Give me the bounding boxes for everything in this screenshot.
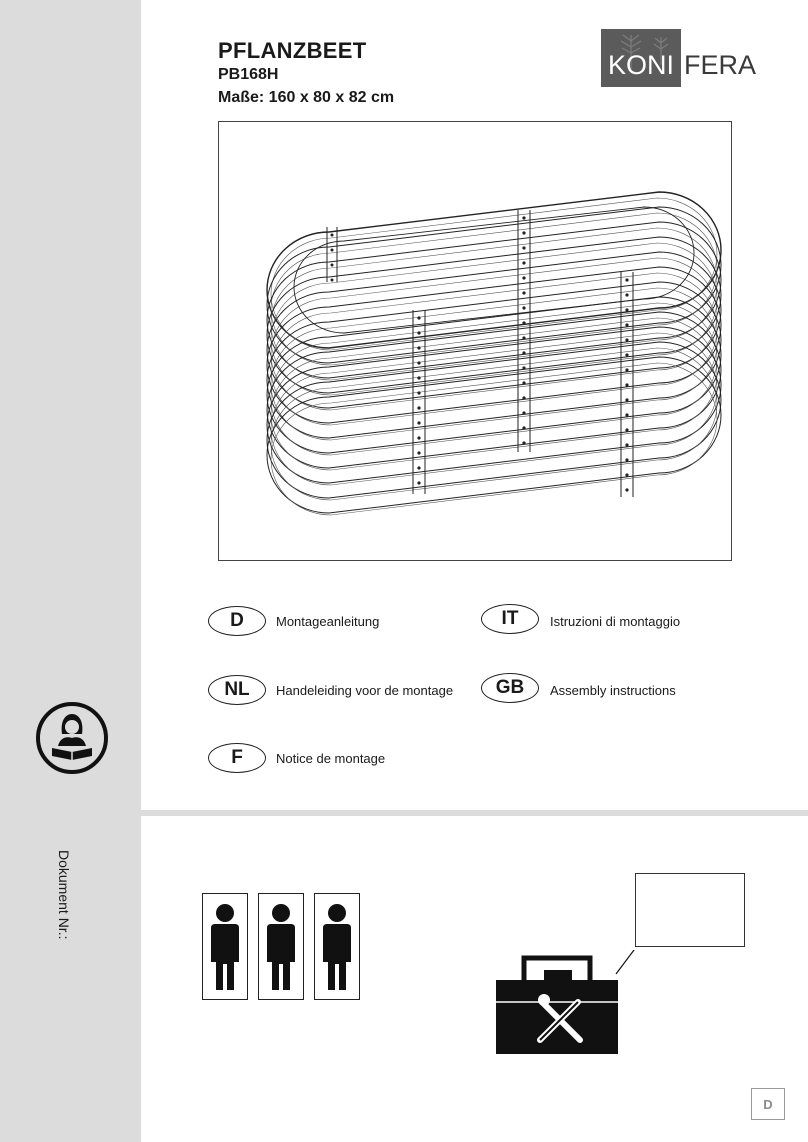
product-title: PFLANZBEET — [218, 38, 367, 63]
lang-label-it: Istruzioni di montaggio — [550, 614, 681, 629]
lang-code-f: F — [208, 743, 266, 773]
lang-label-f: Notice de montage — [276, 751, 386, 766]
product-dimensions: Maße: 160 x 80 x 82 cm — [218, 89, 395, 106]
lang-label-nl: Handeleiding voor de montage — [276, 683, 454, 698]
lang-code-gb: GB — [481, 673, 539, 703]
logo-text-right: FERA — [684, 50, 757, 80]
person-icon — [202, 893, 248, 1000]
lang-code-d: D — [208, 606, 266, 636]
product-model: PB168H — [218, 66, 279, 83]
page-language-badge: D — [751, 1088, 785, 1120]
reader-book-icon — [34, 700, 110, 776]
document-number-label: Dokument Nr.: — [56, 850, 72, 940]
person-icon — [314, 893, 360, 1000]
toolbox-icon — [490, 950, 650, 1065]
lang-code-it: IT — [481, 604, 539, 634]
sidebar-panel-top — [0, 0, 141, 810]
person-icon — [258, 893, 304, 1000]
logo-text-left: KONI — [608, 50, 675, 80]
lang-code-nl: NL — [208, 675, 266, 705]
lang-label-gb: Assembly instructions — [550, 683, 676, 698]
raised-bed-drawing — [219, 122, 731, 560]
lang-label-d: Montageanleitung — [276, 614, 380, 629]
product-illustration — [218, 121, 732, 561]
tool-callout-box — [635, 873, 745, 947]
